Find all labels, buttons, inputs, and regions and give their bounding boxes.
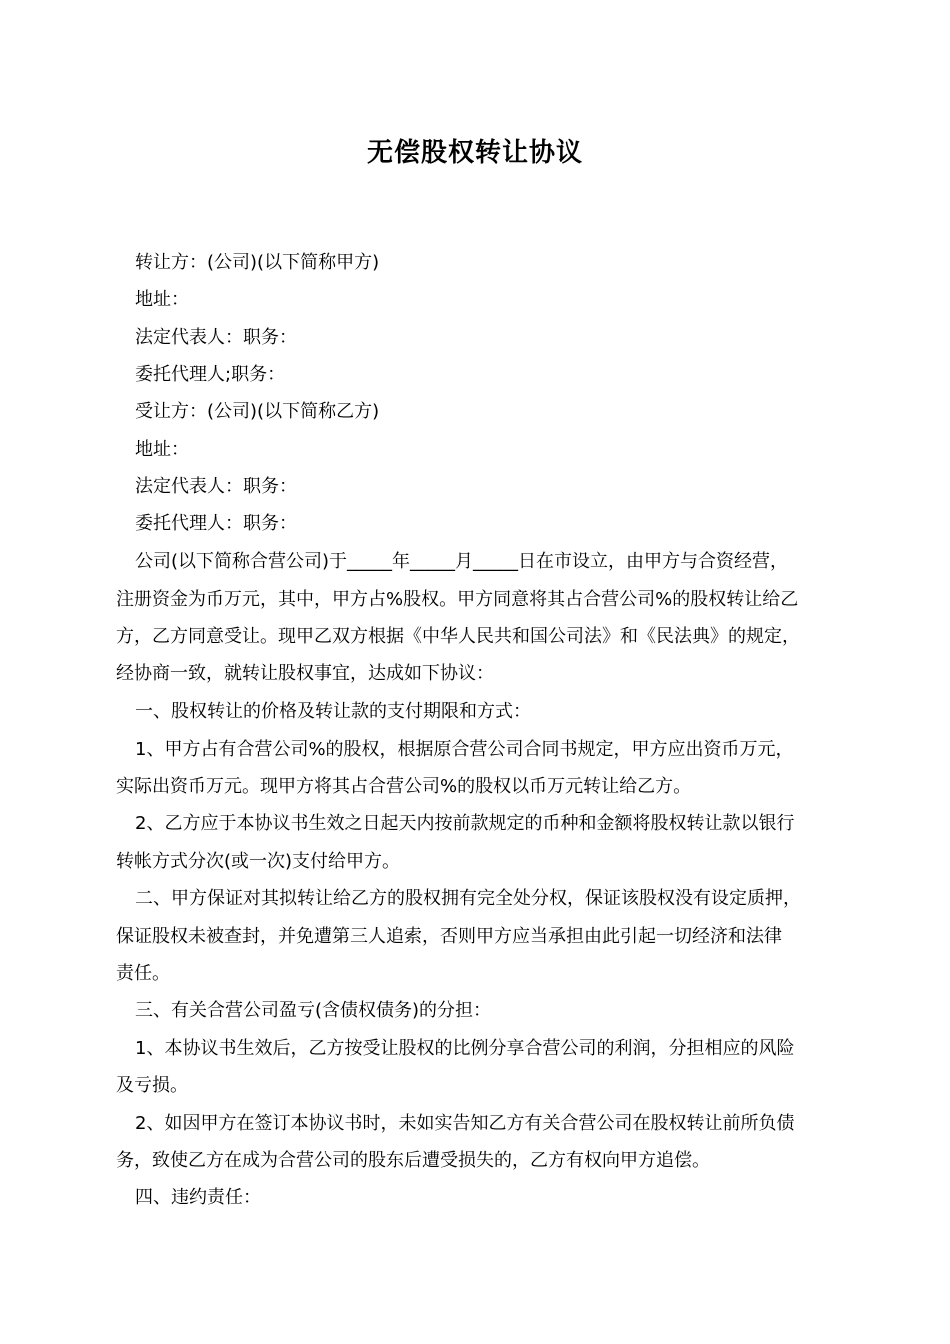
- document-title: 无偿股权转让协议: [366, 138, 583, 168]
- body-line: 注册资金为币万元，其中，甲方占%股权。甲方同意将其占合营公司%的股权转让给乙: [116, 589, 799, 610]
- clause-1-1-cont: 实际出资币万元。现甲方将其占合营公司%的股权以币万元转让给乙方。: [116, 776, 692, 797]
- section-heading-4: 四、违约责任：: [135, 1187, 261, 1208]
- section-2-cont: 责任。: [116, 963, 170, 984]
- party-a-agent: 委托代理人;职务：: [135, 364, 286, 385]
- body-line: 经协商一致，就转让股权事宜，达成如下协议：: [116, 663, 494, 684]
- clause-1-2-cont: 转帐方式分次(或一次)支付给甲方。: [116, 851, 401, 872]
- party-b-address: 地址：: [135, 439, 189, 460]
- party-b-agent: 委托代理人：职务：: [135, 513, 297, 534]
- party-a-legal-rep: 法定代表人：职务：: [135, 327, 297, 348]
- party-a-line: 转让方：(公司)(以下简称甲方): [135, 252, 380, 273]
- party-a-address: 地址：: [135, 289, 189, 310]
- clause-1-2: 2、乙方应于本协议书生效之日起天内按前款规定的币种和金额将股权转让款以银行: [135, 813, 795, 834]
- body-line: 方，乙方同意受让。现甲乙双方根据《中华人民共和国公司法》和《民法典》的规定，: [116, 626, 800, 647]
- party-b-line: 受让方：(公司)(以下简称乙方): [135, 401, 380, 422]
- body-line: 公司(以下简称合营公司)于_____年_____月_____日在市设立，由甲方与合资经营，: [135, 551, 789, 572]
- clause-1-1: 1、甲方占有合营公司%的股权，根据原合营公司合同书规定，甲方应出资币万元，: [135, 739, 794, 760]
- section-2-cont: 保证股权未被查封，并免遭第三人追索，否则甲方应当承担由此引起一切经济和法律: [116, 926, 782, 947]
- clause-3-1-cont: 及亏损。: [116, 1075, 188, 1096]
- section-heading-1: 一、股权转让的价格及转让款的支付期限和方式：: [135, 701, 531, 722]
- section-heading-2: 二、甲方保证对其拟转让给乙方的股权拥有完全处分权，保证该股权没有设定质押，: [135, 888, 801, 909]
- party-b-legal-rep: 法定代表人：职务：: [135, 476, 297, 497]
- clause-3-2: 2、如因甲方在签订本协议书时，未如实告知乙方有关合营公司在股权转让前所负债: [135, 1113, 795, 1134]
- clause-3-2-cont: 务，致使乙方在成为合营公司的股东后遭受损失的，乙方有权向甲方追偿。: [116, 1150, 710, 1171]
- section-heading-3: 三、有关合营公司盈亏(含债权债务)的分担：: [135, 1000, 492, 1021]
- clause-3-1: 1、本协议书生效后，乙方按受让股权的比例分享合营公司的利润，分担相应的风险: [135, 1038, 795, 1059]
